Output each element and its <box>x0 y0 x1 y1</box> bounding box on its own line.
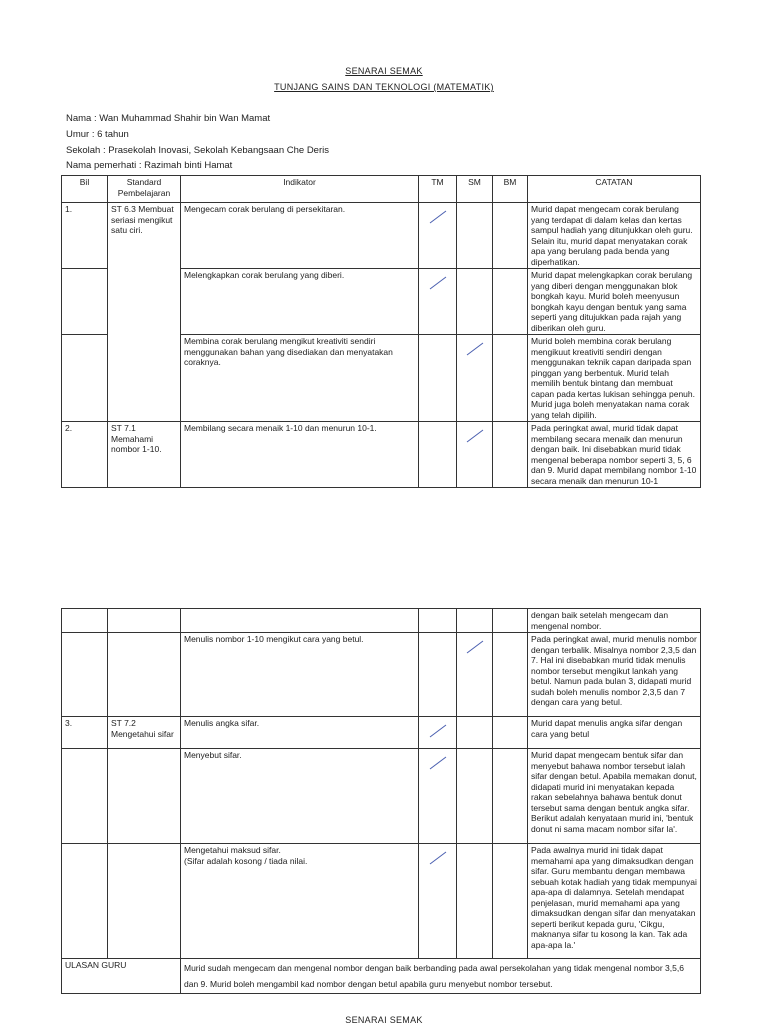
table-row <box>62 844 701 959</box>
observer-name: Nama pemerhati : Razimah binti Hamat <box>66 160 233 171</box>
cell-sm <box>457 269 493 335</box>
header-tm: TM <box>419 176 457 203</box>
checklist-table-page1 <box>61 175 701 488</box>
header-sm: SM <box>457 176 493 203</box>
cell-catatan: Murid boleh membina corak berulang mengikuut kreativiti sendiri dengan menggunakan teknik capan daripada span pinggan yang berbentuk. Murid telah memilih bentuk bintang dan membuat capan pada kertas lukisan sehingga penuh. Murid juga boleh menyatakan nama corak yang telah dipilih. <box>528 335 701 422</box>
header-standard: Standard Pembelajaran <box>108 176 181 203</box>
cell-sm <box>457 844 493 959</box>
cell-catatan: Pada peringkat awal, murid tidak dapat membilang secara menaik dan menurun dengan baik. Ini disebabkan murid tidak mengenal beberapa nombor seperti 3, 5, 6 dan 9. Murid dapat membilang nombor 1-10 secara menaik dan menurun 10-1 <box>528 422 701 488</box>
cell-catatan: Murid dapat melengkapkan corak berulang yang diberi dengan menggunakan blok bongkah kayu. Murid boleh meenyusun bongkah kayu dengan bentuk yang sama seperti yang ditujukkan pada rajah yang diberikan oleh guru. <box>528 269 701 335</box>
cell-bil: 1. <box>62 203 108 269</box>
header-bm: BM <box>493 176 528 203</box>
cell-indikator: Menulis nombor 1-10 mengikut cara yang betul. <box>181 633 419 717</box>
cell-indikator: Membilang secara menaik 1-10 dan menurun 10-1. <box>181 422 419 488</box>
cell-tm <box>419 609 457 633</box>
cell-tm <box>419 749 457 844</box>
cell-bm <box>493 717 528 749</box>
title-senarai-semak: SENARAI SEMAK <box>345 66 423 76</box>
cell-indikator: Melengkapkan corak berulang yang diberi. <box>181 269 419 335</box>
checklist-table-page2 <box>61 608 701 994</box>
cell-standard: ST 6.3 Membuat seriasi mengikut satu ciri. <box>108 203 181 422</box>
tick-mark-icon <box>429 276 447 290</box>
cell-tm <box>419 335 457 422</box>
cell-sm <box>457 633 493 717</box>
cell-bm <box>493 609 528 633</box>
table-row <box>62 717 701 749</box>
header-bil: Bil <box>62 176 108 203</box>
cell-bm <box>493 269 528 335</box>
cell-bm <box>493 335 528 422</box>
cell-bm <box>493 844 528 959</box>
cell-sm <box>457 335 493 422</box>
ulasan-guru-text: Murid sudah mengecam dan mengenal nombor dengan baik berbanding pada awal persekolahan yang tidak mengenal nombor 3,5,6 dan 9. Murid boleh mengambil kad nombor dengan betul apabila guru menyebut nombor tersebut. <box>181 959 701 994</box>
tick-mark-icon <box>429 756 447 770</box>
ulasan-guru-label: ULASAN GURU <box>62 959 181 994</box>
cell-bil <box>62 749 108 844</box>
header-indikator: Indikator <box>181 176 419 203</box>
cell-bm <box>493 422 528 488</box>
cell-indikator: Menulis angka sifar. <box>181 717 419 749</box>
table-row <box>62 203 701 269</box>
cell-tm <box>419 422 457 488</box>
cell-indikator <box>181 609 419 633</box>
cell-bil <box>62 269 108 335</box>
school-name: Sekolah : Prasekolah Inovasi, Sekolah Kebangsaan Che Deris <box>66 145 329 156</box>
title-tunjang: TUNJANG SAINS DAN TEKNOLOGI (MATEMATIK) <box>274 82 494 92</box>
cell-bm <box>493 749 528 844</box>
student-age: Umur : 6 tahun <box>66 129 129 140</box>
cell-catatan: Murid dapat mengecam bentuk sifar dan menyebut bahawa nombor tersebut ialah sifar dengan betul. Apabila memakan donut, didapati murid ini menyatakan kepada rakan sebelahnya bahawa bentuk donut tersebut sama dengan bentuk angka sifar. Berikut adalah kenyataan murid ini, 'bentuk donut ni sama macam nombor sifar la'. <box>528 749 701 844</box>
cell-tm <box>419 717 457 749</box>
cell-catatan: dengan baik setelah mengecam dan mengenal nombor. <box>528 609 701 633</box>
tick-mark-icon <box>429 724 447 738</box>
table-row <box>62 422 701 488</box>
cell-sm <box>457 749 493 844</box>
cell-catatan: Murid dapat menulis angka sifar dengan cara yang betul <box>528 717 701 749</box>
tick-mark-icon <box>429 210 447 224</box>
cell-bil <box>62 633 108 717</box>
cell-standard: ST 7.1 Memahami nombor 1-10. <box>108 422 181 488</box>
tick-mark-icon <box>466 640 484 654</box>
ulasan-guru-row <box>62 959 701 994</box>
header-catatan: CATATAN <box>528 176 701 203</box>
tick-mark-icon <box>429 851 447 865</box>
tick-mark-icon <box>466 342 484 356</box>
cell-catatan: Pada peringkat awal, murid menulis nombor dengan terbalik. Misalnya nombor 2,3,5 dan 7. Hal ini disebabkan murid tidak menulis nombor tersebut mengikut lankah yang betul. Namun pada bulan 3, didapati murid sudah boleh menulis nombor 2,3,5 dan 7 dengan cara yang betul. <box>528 633 701 717</box>
cell-standard: ST 7.2 Mengetahui sifar <box>108 717 181 749</box>
cell-standard <box>108 633 181 717</box>
cell-indikator: Mengecam corak berulang di persekitaran. <box>181 203 419 269</box>
cell-bm <box>493 203 528 269</box>
cell-standard <box>108 749 181 844</box>
cell-indikator: Menyebut sifar. <box>181 749 419 844</box>
cell-bil: 3. <box>62 717 108 749</box>
footer-title: SENARAI SEMAK <box>345 1015 423 1025</box>
table-row <box>62 609 701 633</box>
cell-bm <box>493 633 528 717</box>
cell-catatan: Pada awalnya murid ini tidak dapat memahami apa yang dimaksudkan dengan sifar. Guru membantu dengan membawa sebuah kotak hadiah yang tidak mempunyai apa-apa di dalamnya. Setelah mendapat penjelasan, murid memahami apa yang dimaksudkan dengan sifar dan menyatakan seperti berikut kepada guru, 'Cikgu, maknanya sifar tu kosong la kan. Tak ada apa-apa la.' <box>528 844 701 959</box>
table-row <box>62 633 701 717</box>
cell-bil <box>62 335 108 422</box>
cell-standard <box>108 609 181 633</box>
cell-sm <box>457 717 493 749</box>
cell-bil: 2. <box>62 422 108 488</box>
cell-sm <box>457 422 493 488</box>
cell-tm <box>419 844 457 959</box>
table-row <box>62 749 701 844</box>
cell-tm <box>419 203 457 269</box>
cell-standard <box>108 844 181 959</box>
cell-sm <box>457 609 493 633</box>
cell-bil <box>62 609 108 633</box>
cell-bil <box>62 844 108 959</box>
student-name: Nama : Wan Muhammad Shahir bin Wan Mamat <box>66 113 271 124</box>
cell-tm <box>419 269 457 335</box>
cell-tm <box>419 633 457 717</box>
cell-indikator: Membina corak berulang mengikut kreativiti sendiri menggunakan bahan yang disediakan dan menyatakan coraknya. <box>181 335 419 422</box>
cell-indikator: Mengetahui maksud sifar. (Sifar adalah kosong / tiada nilai. <box>181 844 419 959</box>
tick-mark-icon <box>466 429 484 443</box>
cell-catatan: Murid dapat mengecam corak berulang yang terdapat di dalam kelas dan kertas sampul hadiah yang ditunjukkan oleh guru. Selain itu, murid dapat menyatakan corak apa yang berulang pada benda yang diperhatikan. <box>528 203 701 269</box>
cell-sm <box>457 203 493 269</box>
